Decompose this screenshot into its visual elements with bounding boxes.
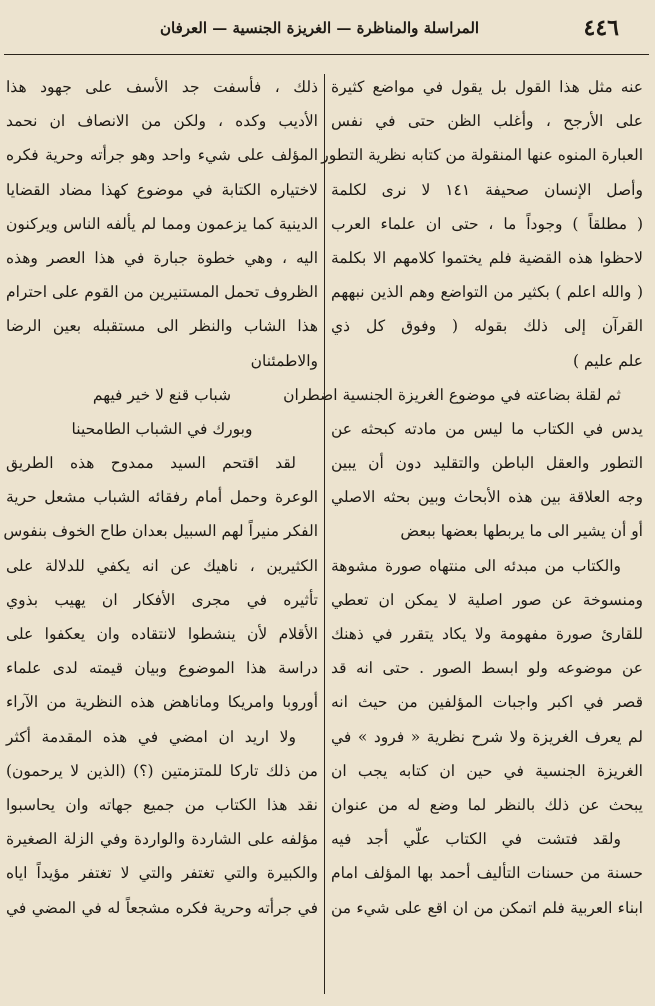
text-line: دراسة هذا الموضوع وبيان قيمته لدى علماء — [6, 659, 318, 678]
text-line: الأقلام لأن ينشطوا لانتقاده وان يعكفوا على — [6, 625, 318, 643]
text-line: وأصل الإنسان صحيفة ١٤١ لا نرى لكلمة — [331, 180, 643, 199]
text-line: لقد اقتحم السيد ممدوح هذه الطريق — [6, 454, 296, 473]
text-line: والكتاب من مبدئه الى منتهاه صورة مشوهة — [331, 556, 621, 575]
text-line: ذلك ، فأسفت جد الأسف على جهود هذا — [6, 78, 318, 96]
text-line: هذا الشاب والنظر الى مستقبله بعين الرضا — [6, 317, 318, 336]
text-line: عنه مثل هذا القول بل يقول في مواضع كثيرة — [331, 78, 643, 96]
text-line: ومنسوخة عن صور اصلية لا يمكن ان تعطي — [331, 590, 643, 609]
text-line: لاختياره الكتابة في موضوع كهذا مضاد القضايا — [6, 180, 318, 199]
text-line: وجه العلاقة بين هذه الأبحاث وبين بحثه الاصلي — [331, 488, 643, 507]
text-line: الدينية كما يزعمون ومما لم يألفه الناس ويركنون — [6, 214, 318, 233]
text-line: لاحظوا هذه القضية فلم يختموا كلامهم الا بكلمة — [331, 248, 643, 267]
text-line: مؤلفه على الشاردة والواردة وفي الزلة الصغيرة — [6, 830, 318, 849]
text-line: الفكر منيراً لهم السبيل بعدان طاح الخوف بنفوس — [3, 522, 318, 541]
text-line: قصر في اكبر واجبات المؤلفين من حيث انه — [331, 693, 643, 712]
text-line: العبارة المنوه عنها المنقولة من كتابه نظرية التطور — [321, 146, 643, 165]
text-line: الأديب وكده ، ولكن من الانصاف ان نحمد — [6, 112, 318, 131]
text-line: والكبيرة والتي تغتفر والتي لا تغتفر مؤيداً اياه — [6, 864, 318, 883]
text-line: ثم لقلة بضاعته في موضوع الغريزة الجنسية اضطران — [283, 385, 621, 404]
page-header — [10, 8, 645, 48]
text-line: تأثيره في مجرى الأفكار ان يهيب بذوي — [6, 590, 318, 609]
text-line: شباب قنع لا خير فيهم — [92, 385, 232, 404]
text-line: والاطمئنان — [250, 351, 318, 370]
column-divider — [324, 74, 325, 994]
text-line: الظروف تحمل المستنيرين من القوم على احترام — [6, 283, 318, 302]
text-line: القرآن إلى ذلك بقوله ( وفوق كل ذي — [331, 317, 643, 336]
text-line: وبورك في الشباب الطامحينا — [71, 419, 253, 438]
text-line: الكثيرين ، ناهيك عن انه يكفي للدلالة على — [6, 556, 318, 575]
text-line: الوعرة وحمل أمام رفقائه الشباب مشعل حرية — [6, 488, 318, 507]
left-text-column — [3, 70, 318, 925]
text-line: أو أن يشير الى ما يربطها بعضها ببعض — [400, 522, 643, 541]
text-line: المؤلف على شيء واحد وهو جرأته وحرية فكره — [6, 146, 318, 165]
text-line: لم يعرف الغريزة ولا شرح نظرية « فرود » في — [331, 727, 643, 746]
text-line: الغريزة الجنسية في حين ان كتابه يجب ان — [331, 761, 643, 780]
text-line: التطور والعقل الباطن والتقليد دون أن يبين — [331, 454, 643, 473]
text-line: من ذلك تاركا للمتزمتين (؟) (الذين لا يرحمون) — [6, 761, 318, 780]
text-line: يدس في الكتاب ما ليس من مادته كبحثه عن — [331, 419, 643, 438]
page-number: ٤٤٦ — [583, 15, 619, 41]
text-line: للقارئ صورة مفهومة ولا يكاد يتقرر في ذهنك — [331, 625, 643, 643]
text-line: حسنة من حسنات التأليف أحمد بها المؤلف امام — [331, 864, 643, 883]
text-line: في جرأته وحرية فكره مشجعاً له في المضي في — [6, 898, 318, 917]
text-line: ولقد فتشت في الكتاب علّي أجد فيه — [331, 830, 621, 849]
text-line: ابناء العربية فلم اتمكن من ان اقع على شيء من — [331, 898, 643, 917]
text-line: اليه ، وهي خطوة جبارة في هذا العصر وهذه — [6, 248, 318, 267]
text-line: علم عليم ) — [573, 351, 643, 370]
text-line: يبحث عن ذلك بالنظر لما وضع له من عنوان — [331, 795, 643, 814]
text-line: ولا اريد ان امضي في هذه المقدمة أكثر — [6, 727, 296, 746]
text-line: أوروبا وامريكا وماناهض هذه النظرية من الآراء — [6, 693, 318, 712]
text-line: على الأرجح ، وأغلب الظن حتى في نفس — [331, 112, 643, 131]
header-rule — [4, 54, 649, 55]
text-line: ( والله اعلم ) بكثير من التواضع وهم الذين نبههم — [331, 283, 643, 302]
text-line: عن موضوعه ولو ابسط الصور . حتى انه قد — [331, 659, 643, 678]
text-line: نقد هذا الكتاب من جميع جهاته وان يحاسبوا — [6, 795, 318, 814]
text-line: ( مطلقاً ) وجوداً ما ، حتى ان علماء العرب — [331, 214, 643, 233]
running-title: المراسلة والمناظرة — الغريزة الجنسية — العرفان — [160, 19, 480, 37]
